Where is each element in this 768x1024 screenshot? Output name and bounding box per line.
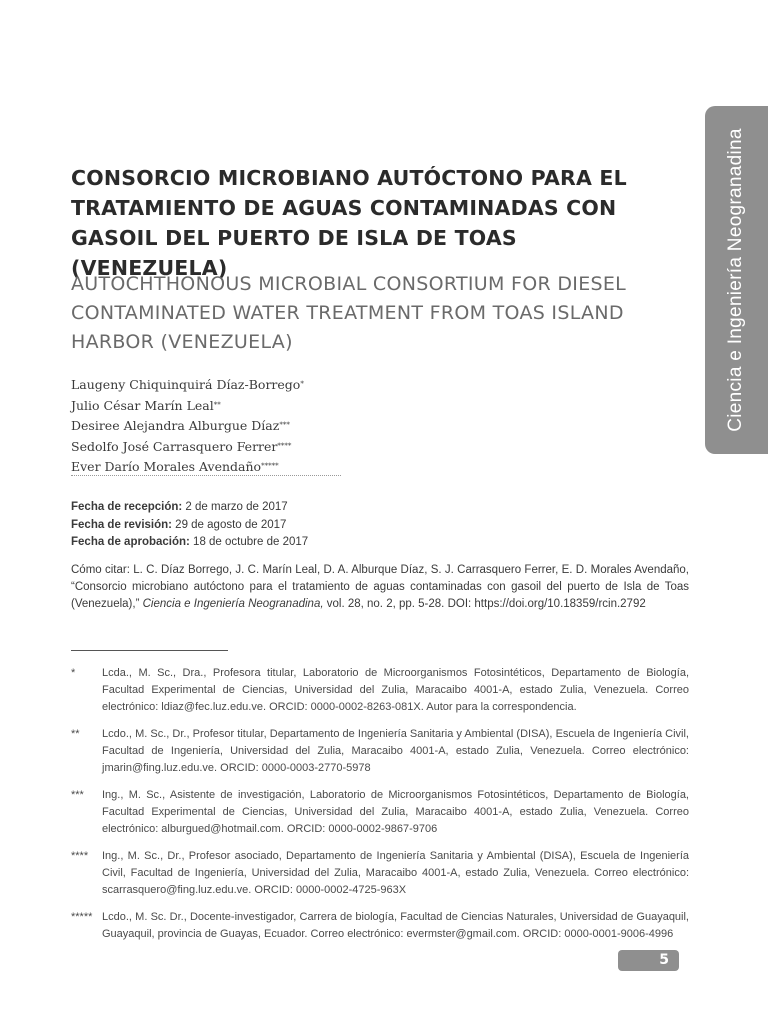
footnote-text: Ing., M. Sc., Asistente de investigación, Laboratorio de Microorganismos Fotosintéticos, Departamento de Biología, Facultad Experimental de Ciencias, Universidad del Zulia, Maracaibo 4001-A, estado Zulia, Venezuela. Correo electrónico: alburgued@hotmail.com. ORCID: 0000-0002-9867-9706	[102, 789, 689, 835]
citation-doi[interactable]: vol. 28, no. 2, pp. 5-28. DOI: https://doi.org/10.18359/rcin.2792	[323, 598, 646, 610]
author	[71, 416, 341, 437]
author-name: Sedolfo José Carrasquero Ferrer	[71, 438, 278, 454]
date-revised-value: 29 de agosto de 2017	[171, 518, 287, 531]
citation-text: Cómo citar: L. C. Díaz Borrego, J. C. Marín Leal, D. A. Alburque Díaz, S. J. Carrasquero Ferrer, E. D. Morales Avendaño, “Consorcio microbiano autóctono para el tratamiento de aguas contaminadas con gasoil del puerto de Isla de Toas (Venezuela),”	[71, 564, 689, 610]
title-es-line: CONSORCIO MICROBIANO AUTÓCTONO PARA EL	[71, 166, 627, 190]
journal-side-label: Ciencia e Ingeniería Neogranadina	[725, 128, 746, 432]
title-es-line: TRATAMIENTO DE AGUAS CONTAMINADAS CON	[71, 196, 617, 220]
footnote	[71, 726, 689, 777]
date-received-value: 2 de marzo de 2017	[182, 501, 288, 513]
footnote	[71, 665, 689, 716]
title-en-line: CONTAMINATED WATER TREATMENT FROM TOAS ISLAND	[71, 302, 624, 324]
footnote-text: Lcdo., M. Sc. Dr., Docente-investigador, Carrera de biología, Facultad de Ciencias Naturales, Universidad de Guayaquil, Guayaquil, provincia de Guayas, Ecuador. Correo electrónico: evermster@gmail.com. ORCID: 0000-0001-9006-4996	[102, 911, 689, 940]
author	[71, 375, 341, 396]
author-name: Desiree Alejandra Alburgue Díaz	[71, 418, 280, 433]
title-en-line: AUTOCHTHONOUS MICROBIAL CONSORTIUM FOR DIESEL	[71, 273, 627, 295]
author	[71, 437, 341, 458]
date-approved-value: 18 de octubre de 2017	[189, 536, 309, 548]
footnote-mark: *	[71, 667, 76, 679]
author	[71, 396, 341, 417]
date-received-label: Fecha de recepción:	[71, 501, 183, 513]
title-spanish	[71, 163, 671, 283]
footnote	[71, 787, 689, 838]
authors-divider	[71, 475, 341, 476]
footnote-text: Lcdo., M. Sc., Dr., Profesor titular, Departamento de Ingeniería Sanitaria y Ambiental (DISA), Escuela de Ingeniería Civil, Facultad de Ingeniería, Universidad del Zulia, Maracaibo 4001-A, estado Zulia, Venezuela. Correo electrónico: jmarin@fing.luz.edu.ve. ORCID: 0000-0003-2770-5978	[102, 728, 689, 774]
author-mark: *	[300, 380, 304, 388]
author-mark: ***	[279, 421, 290, 429]
footnote	[71, 848, 689, 899]
author-list	[71, 375, 341, 478]
author-name: Ever Darío Morales Avendaño	[71, 459, 262, 474]
footnote-separator	[71, 650, 228, 651]
date-approved-label: Fecha de aprobación:	[71, 536, 190, 548]
date-revised-label: Fecha de revisión:	[71, 518, 172, 531]
how-to-cite	[71, 562, 689, 613]
article-dates	[71, 499, 471, 552]
author-name: Laugeny Chiquinquirá Díaz-Borrego	[71, 377, 301, 392]
citation-journal: Ciencia e Ingeniería Neogranadina,	[142, 598, 324, 610]
footnote-text: Ing., M. Sc., Dr., Profesor asociado, Departamento de Ingeniería Sanitaria y Ambiental (DISA), Escuela de Ingeniería Civil, Facultad de Ingeniería, Universidad del Zulia, Maracaibo 4001-A, estado Zulia, Venezuela. Correo electrónico: scarrasquero@fing.luz.edu.ve. ORCID: 0000-0002-4725-963X	[102, 850, 689, 896]
date-received	[71, 499, 471, 517]
footnote-mark: ****	[71, 850, 89, 862]
date-approved	[71, 534, 471, 552]
footnote-mark: ***	[71, 789, 84, 801]
title-es-line: GASOIL DEL PUERTO DE ISLA DE TOAS (VENEZUELA)	[71, 226, 517, 280]
footnotes	[71, 665, 689, 953]
title-en-line: HARBOR (VENEZUELA)	[71, 331, 293, 353]
author-name: Julio César Marín Leal	[71, 397, 214, 413]
journal-side-tab	[705, 106, 768, 454]
footnote-text: Lcda., M. Sc., Dra., Profesora titular, Laboratorio de Microorganismos Fotosintéticos, Departamento de Biología, Facultad Experimental de Ciencias, Universidad del Zulia, Maracaibo 4001-A, estado Zulia, Venezuela. Correo electrónico: ldiaz@fec.luz.edu.ve. ORCID: 0000-0002-8263-081X. Autor para la correspondencia.	[102, 667, 689, 713]
author-mark: *****	[261, 462, 279, 470]
page-number-tab	[618, 950, 679, 971]
page-number: 5	[659, 952, 669, 968]
date-revised	[71, 517, 471, 535]
title-english	[71, 270, 671, 357]
footnote	[71, 909, 689, 943]
author-mark: **	[213, 400, 221, 409]
author-mark: ****	[277, 441, 292, 450]
footnote-mark: **	[71, 728, 80, 740]
footnote-mark: *****	[71, 911, 93, 923]
